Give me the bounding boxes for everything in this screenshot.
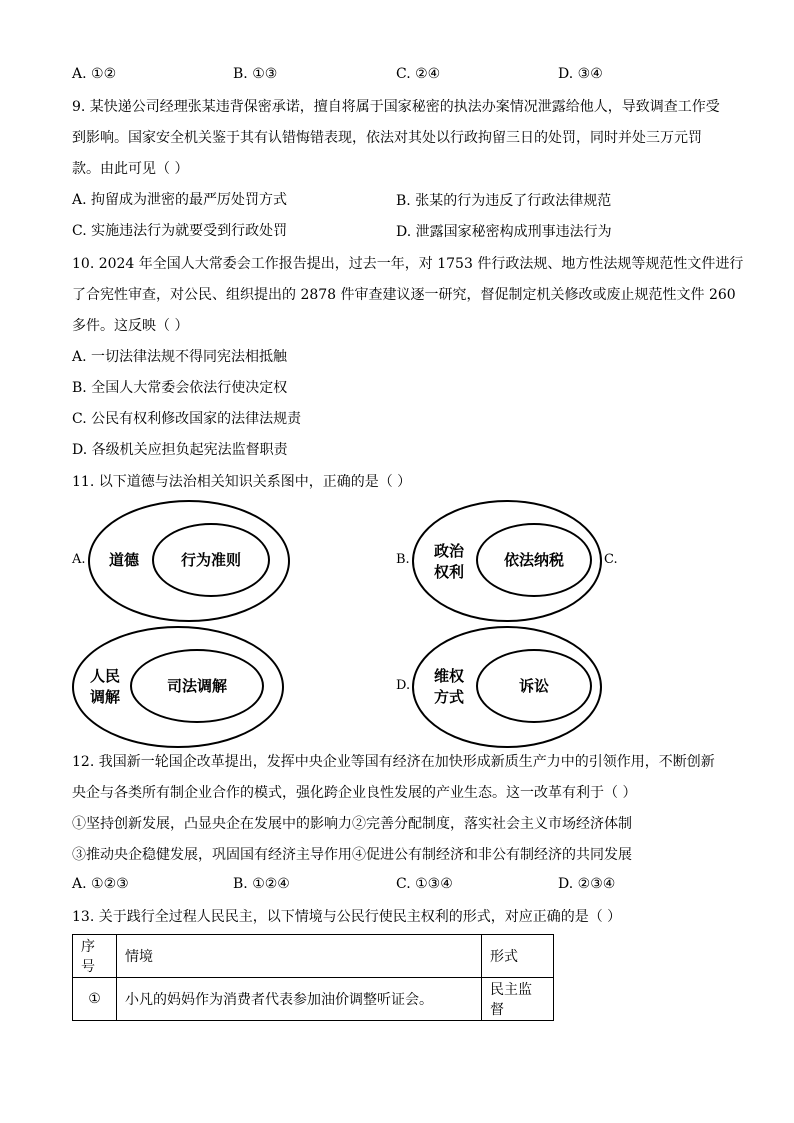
q12-option-a: A. ①②③ [72,876,129,892]
q11-diagram-c-letter: C. [604,552,618,567]
q9-stem-line-1: 9. 某快递公司经理张某违背保密承诺，擅自将属于国家秘密的执法办案情况泄露给他人，导致调查工作受 [72,99,720,115]
q11-diagram-b-inner-label: 依法纳税 [503,551,564,569]
q12-option-d: D. ②③④ [558,876,616,892]
q9-option-b: B. 张某的行为违反了行政法律规范 [396,193,612,209]
table-header-cell: 情境 [117,935,482,978]
q8-option-a: A. ①② [72,66,117,82]
q11-diagram-a-letter: A. [72,552,86,567]
table-cell: 小凡的妈妈作为消费者代表参加油价调整听证会。 [117,978,482,1021]
q9-option-a: A. 拘留成为泄密的最严厉处罚方式 [72,192,288,208]
q11-diagram-d-outer-label-1: 维权 [433,667,464,685]
q10-option-d: D. 各级机关应担负起宪法监督职责 [72,442,288,458]
q9-option-d: D. 泄露国家秘密构成刑事违法行为 [396,224,612,240]
q12-option-c: C. ①③④ [396,876,453,892]
q11-diagram-d-inner-label: 诉讼 [518,677,549,695]
q12-statement-line-2: ③推动央企稳健发展，巩固国有经济主导作用④促进公有制经济和非公有制经济的共同发展 [72,847,632,863]
q11-diagram-d-outer-label-2: 方式 [433,688,464,706]
table-row [73,978,554,1021]
q12-option-b: B. ①②④ [233,876,290,892]
q10-stem-line-1: 10. 2024 年全国人大常委会工作报告提出，过去一年，对 1753 件行政法规、地方性法规等规范性文件进行 [72,256,744,272]
q10-stem-line-3: 多件。这反映（ ） [72,318,189,334]
q8-option-b: B. ①③ [233,66,278,82]
q9-option-c: C. 实施违法行为就要受到行政处罚 [72,223,288,239]
table-header-cell: 序号 [73,935,117,978]
q11-diagram-b-letter: B. [396,552,410,567]
q10-option-c: C. 公民有权利修改国家的法律法规责 [72,411,302,427]
q12-stem-line-1: 12. 我国新一轮国企改革提出，发挥中央企业等国有经济在加快形成新质生产力中的引领作用，不断创新 [72,754,715,770]
q11-diagram-c-outer-label-1: 人民 [89,667,120,685]
q11-diagram-a-outer-label: 道德 [108,551,139,569]
table-header-cell: 形式 [482,935,554,978]
q11-diagram-c-outer-label-2: 调解 [89,688,120,706]
table-header-row [73,935,554,978]
q11-diagram-b-outer-label-1: 政治 [433,542,464,560]
q12-statement-line-1: ①坚持创新发展，凸显央企在发展中的影响力②完善分配制度，落实社会主义市场经济体制 [72,816,632,832]
q10-option-a: A. 一切法律法规不得同宪法相抵触 [72,349,288,365]
q13-stem: 13. 关于践行全过程人民民主，以下情境与公民行使民主权利的形式，对应正确的是（ ） [72,909,622,925]
q10-stem-line-2: 了合宪性审查，对公民、组织提出的 2878 件审查建议逐一研究，督促制定机关修改或废止规范性文件 260 [72,287,736,303]
q9-stem-line-2: 到影响。国家安全机关鉴于其有认错悔错表现，依法对其处以行政拘留三日的处罚，同时并处三万元罚 [72,130,702,146]
q8-option-d: D. ③④ [558,66,603,82]
q9-stem-line-3: 款。由此可见（ ） [72,161,189,177]
q11-diagram-d-letter: D. [396,678,411,693]
q8-option-c: C. ②④ [396,66,441,82]
q12-stem-line-2: 央企与各类所有制企业合作的模式，强化跨企业良性发展的产业生态。这一改革有利于（ ） [72,785,637,801]
q11-stem: 11. 以下道德与法治相关知识关系图中，正确的是（ ） [72,474,412,490]
q13-table [72,934,554,1021]
table-cell: ① [73,978,117,1021]
q11-diagram-a-inner-label: 行为准则 [180,551,241,569]
table-cell: 民主监督 [482,978,554,1021]
q11-diagram-b-outer-label-2: 权利 [433,563,464,581]
q11-diagram-c-inner-label: 司法调解 [166,677,227,695]
q10-option-b: B. 全国人大常委会依法行使决定权 [72,380,288,396]
